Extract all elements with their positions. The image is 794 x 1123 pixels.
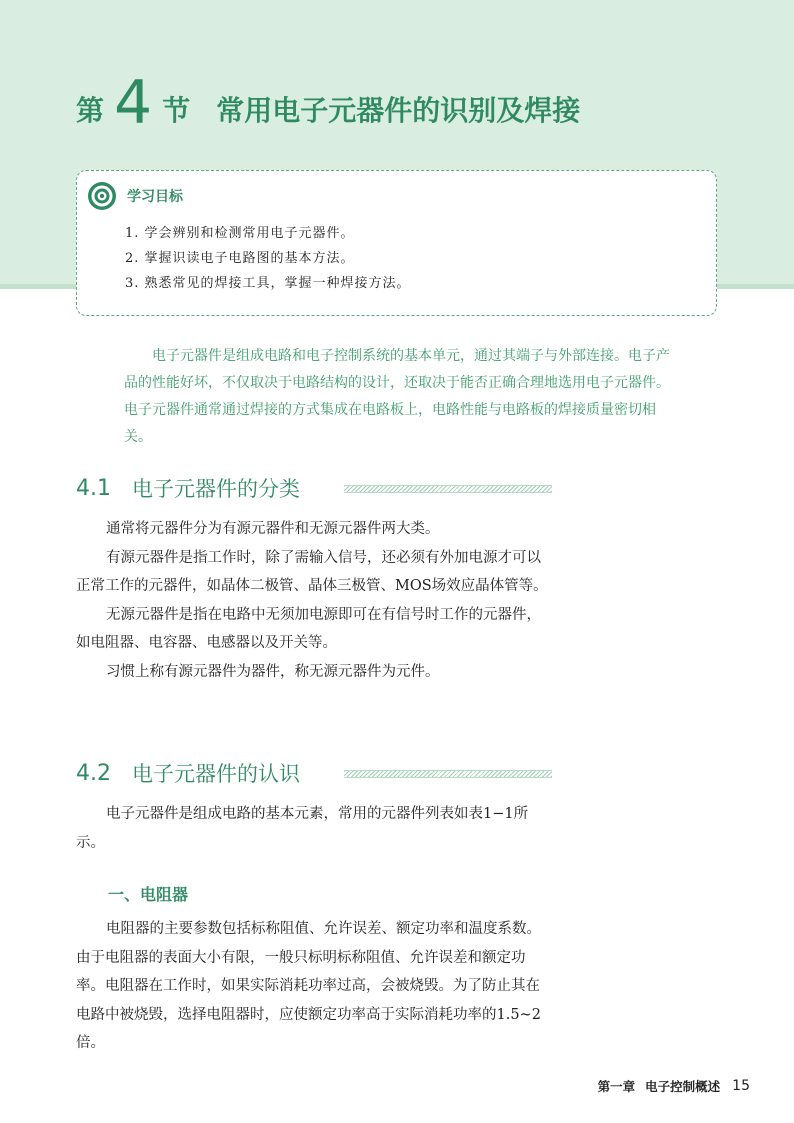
title-prefix: 第 [76,94,105,127]
goals-label: 学习目标 [127,189,183,205]
body-paragraph: 有源元器件是指工作时，除了需输入信号，还必须有外加电源才可以正常工作的元器件，如晶体二极管、晶体三极管、MOS场效应晶体管等。 [76,549,548,594]
goal-item: 1. 学会辨别和检测常用电子元器件。 [125,226,355,241]
section-heading-4-2 [76,757,300,789]
section-rule [344,485,552,493]
body-paragraph: 电阻器的主要参数包括标称阻值、允许误差、额定功率和温度系数。由于电阻器的表面大小有限，一般只标明标称阻值、允许误差和额定功率。电阻器在工作时，如果实际消耗功率过高，会被烧毁。为了防止其在电路中被烧毁，选择电阻器时，应使额定功率高于实际消耗功率的1.5~2倍。 [76,921,541,1051]
section-4-2-body [76,800,554,857]
body-paragraph: 电子元器件是组成电路的基本元素，常用的元器件列表如表1−1所示。 [76,806,529,851]
section-number-large: 4 [114,68,153,138]
intro-paragraph: 电子元器件是组成电路和电子控制系统的基本单元，通过其端子与外部连接。电子产品的性能好坏，不仅取决于电路结构的设计，还取决于能否正确合理地选用电子元器件。电子元器件通常通过焊接的方式集成在电路板上，电路性能与电路板的焊接质量密切相关。 [124,348,670,445]
learning-goals-box [76,170,717,316]
page-number: 15 [732,1078,750,1094]
section-title: 电子元器件的分类 [132,477,300,501]
page-footer [598,1077,750,1095]
goal-item: 3. 熟悉常见的焊接工具，掌握一种焊接方法。 [125,276,411,291]
title-text: 常用电子元器件的识别及焊接 [216,94,581,127]
body-paragraph: 通常将元器件分为有源元器件和无源元器件两大类。 [106,521,440,537]
title-suffix: 节 [162,94,191,127]
section-title: 电子元器件的认识 [132,762,300,786]
section-number: 4.1 [76,475,111,501]
goals-list [125,221,411,296]
footer-chapter-title: 电子控制概述 [645,1079,721,1094]
section-number: 4.2 [76,760,111,786]
subsection-heading: 一、电阻器 [108,885,189,904]
subsection-body [76,915,554,1058]
body-paragraph: 无源元器件是指在电路中无须加电源即可在有信号时工作的元器件，如电阻器、电容器、电感器以及开关等。 [76,606,541,651]
section-4-1-body [76,515,554,686]
footer-chapter: 第一章 [597,1079,636,1094]
section-heading-4-1 [76,472,300,504]
section-rule [344,770,552,778]
target-icon [87,181,117,211]
goal-item: 2. 掌握识读电子电路图的基本方法。 [125,251,355,266]
body-paragraph: 习惯上称有源元器件为器件，称无源元器件为元件。 [106,663,440,680]
page-title [76,68,581,144]
goals-header [87,181,183,211]
